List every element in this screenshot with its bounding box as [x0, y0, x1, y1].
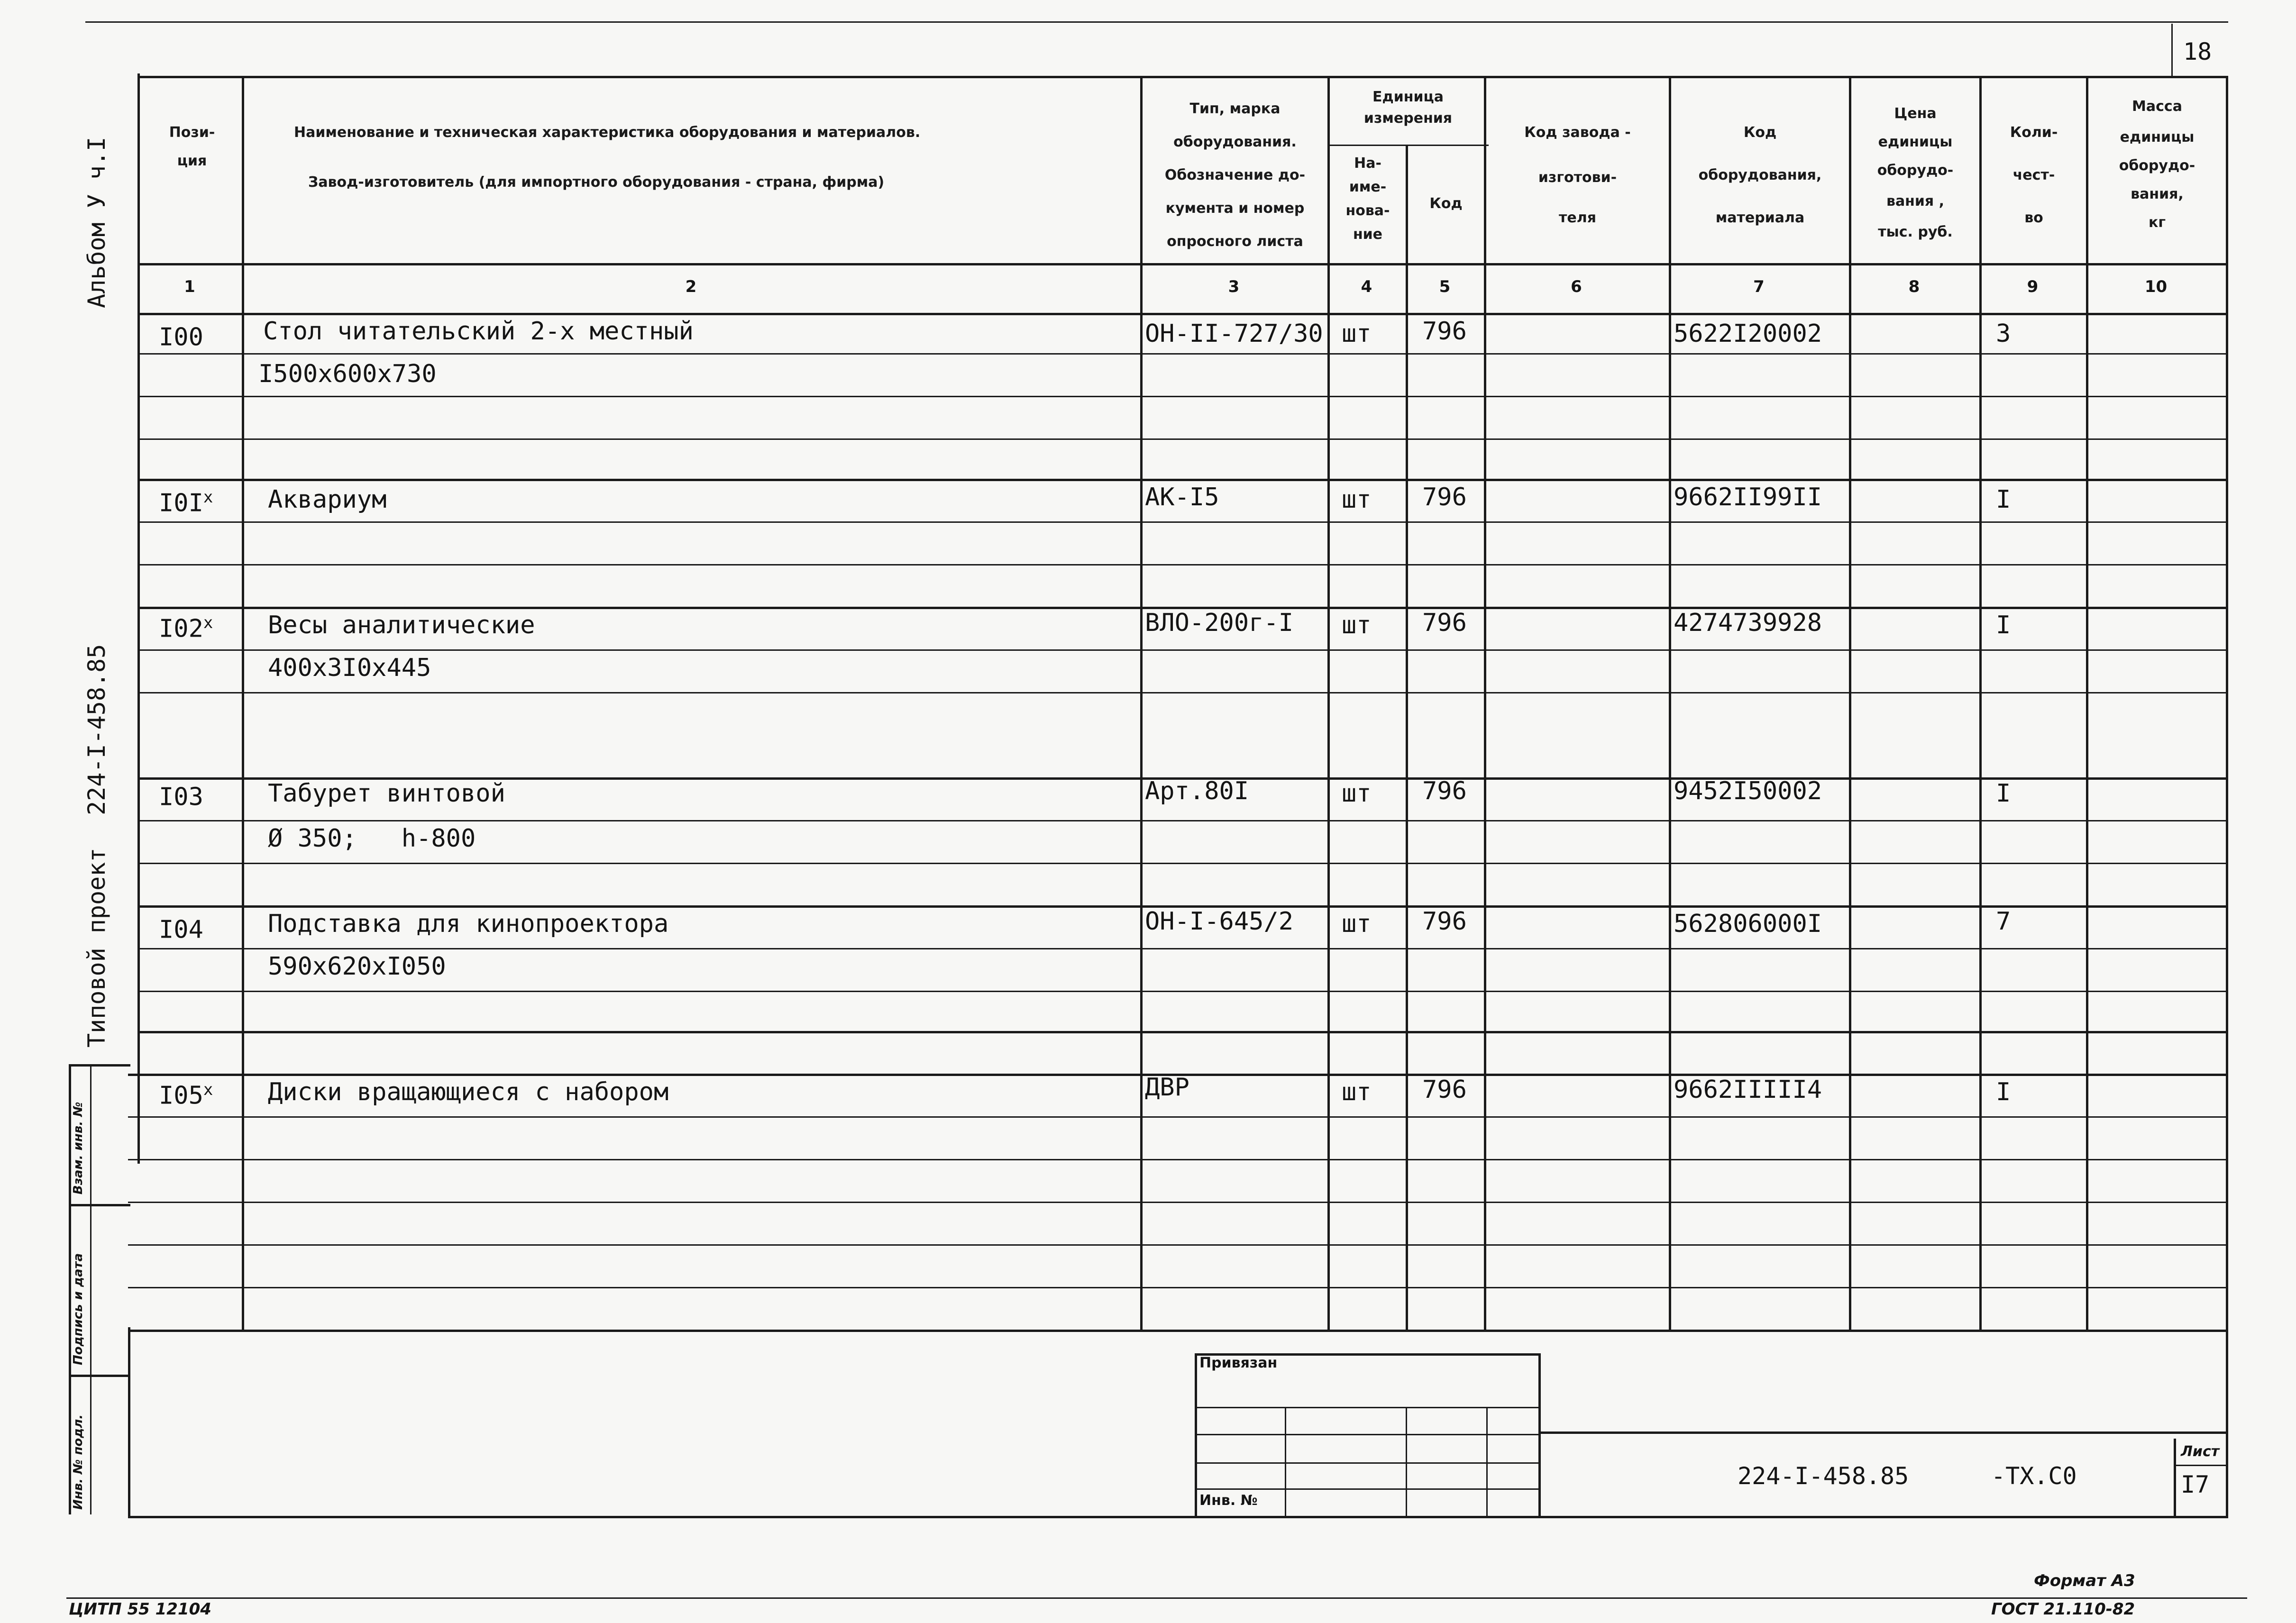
sheet-label: Лист — [2181, 1443, 2220, 1460]
header-mass-2: единицы — [2120, 129, 2195, 146]
row-line — [128, 1202, 2228, 1203]
header-price-5: тыс. руб. — [1878, 224, 1953, 240]
sheet-number-divider — [2171, 24, 2173, 76]
frame-bottom — [128, 1516, 2228, 1518]
header-equipment-3: материала — [1715, 210, 1805, 226]
column-number: 8 — [1908, 277, 1920, 296]
row-unit-code: 796 — [1422, 609, 1467, 637]
header-type-4: кумента и номер — [1165, 200, 1305, 217]
row-name: Подставка для кинопроектора — [268, 910, 669, 938]
header-mass-1: Масса — [2132, 98, 2182, 115]
row-unit: шт — [1342, 485, 1372, 514]
header-top-line — [137, 76, 2228, 78]
sheet-number: I7 — [2181, 1471, 2210, 1498]
row-type: АК-I5 — [1145, 483, 1219, 511]
row-name: Табурет винтовой — [268, 779, 505, 808]
header-position: Пози- ция — [169, 124, 215, 169]
row-line — [137, 863, 2228, 864]
stamp-row-line — [1195, 1488, 1541, 1490]
header-unit-group-2: измерения — [1363, 110, 1453, 127]
footer-gost: ГОСТ 21.110-82 — [1991, 1600, 2135, 1619]
header-unit-code: Код — [1429, 195, 1463, 212]
row-line — [128, 1244, 2228, 1246]
column-number: 7 — [1753, 277, 1765, 296]
header-mass-4: вания, — [2131, 186, 2184, 202]
document-suffix: -ТХ.С0 — [1991, 1462, 2077, 1490]
column-number: 9 — [2027, 277, 2039, 296]
row-equipment-code: 562806000I — [1674, 910, 1822, 938]
header-qty-1: Коли- — [2010, 124, 2058, 141]
margin-sep-3 — [69, 1375, 130, 1377]
top-rule — [85, 21, 2228, 23]
row-unit: шт — [1342, 611, 1372, 639]
header-type-2: оборудования. — [1173, 134, 1297, 150]
row-line — [128, 1159, 2228, 1160]
header-unit-name: На- име- нова- ние — [1345, 155, 1390, 243]
header-mass-5: кг — [2148, 214, 2166, 231]
side-project-type: Типовой проект — [83, 848, 110, 1048]
row-line — [137, 692, 2228, 693]
row-name-2: I500х600х730 — [258, 360, 437, 388]
sheet-box-left — [2174, 1439, 2176, 1517]
row-position: I04 — [159, 915, 203, 944]
row-quantity: I — [1996, 1078, 2011, 1106]
header-price-4: вания , — [1886, 193, 1945, 210]
header-price-1: Цена — [1894, 105, 1937, 122]
stamp-row-line — [1195, 1434, 1541, 1435]
row-quantity: I — [1996, 779, 2011, 808]
row-quantity: 7 — [1996, 907, 2011, 936]
stamp-inv-no: Инв. № — [1199, 1492, 1258, 1509]
row-unit: шт — [1342, 910, 1372, 938]
row-name-2: Ø 350; h-800 — [268, 824, 476, 853]
row-type: ДВР — [1145, 1073, 1189, 1102]
row-quantity: 3 — [1996, 319, 2011, 348]
column-number: 4 — [1361, 277, 1372, 296]
row-line — [128, 1287, 2228, 1288]
row-name: Весы аналитические — [268, 611, 535, 639]
margin-inner-line — [90, 1064, 91, 1514]
header-qty-3: во — [2024, 210, 2043, 226]
column-number: 3 — [1228, 277, 1240, 296]
unit-subheader-line — [1327, 145, 1489, 146]
row-equipment-code: 5622I20002 — [1674, 319, 1822, 348]
column-number: 2 — [685, 277, 697, 296]
row-position: $I0I^х$ — [159, 488, 213, 518]
side-signature-date: Подпись и дата — [71, 1253, 85, 1365]
side-project-code: 224-I-458.85 — [83, 644, 110, 815]
row-type: ВЛО-200г-I — [1145, 609, 1294, 637]
row-unit-code: 796 — [1422, 1076, 1467, 1104]
side-inv-podl: Инв. № подл. — [71, 1414, 85, 1510]
top-sheet-number: 18 — [2183, 38, 2212, 65]
row-unit-code: 796 — [1422, 483, 1467, 511]
header-manufacturer-3: теля — [1559, 210, 1596, 226]
header-price-2: единицы — [1878, 134, 1953, 150]
row-position: $I05^х$ — [159, 1080, 213, 1110]
row-name: Аквариум — [268, 485, 387, 514]
margin-sep-1 — [69, 1064, 130, 1067]
footer-print-code: ЦИТП 55 12104 — [69, 1600, 211, 1619]
row-line — [137, 438, 2228, 440]
row-unit-code: 796 — [1422, 317, 1467, 346]
table-bottom-line — [128, 1330, 2228, 1332]
header-manufacturer-2: изготови- — [1538, 169, 1617, 186]
header-equipment-2: оборудования, — [1698, 167, 1822, 183]
frame-left — [137, 73, 140, 1164]
stamp-col-line — [1285, 1407, 1286, 1516]
column-number: 5 — [1439, 277, 1451, 296]
row-equipment-code: 4274739928 — [1674, 609, 1822, 637]
column-number: 6 — [1571, 277, 1582, 296]
row-name-2: 590х620хI050 — [268, 952, 446, 981]
header-equipment-1: Код — [1743, 124, 1777, 141]
row-equipment-code: 9662II99II — [1674, 483, 1822, 511]
row-type: ОН-I-645/2 — [1145, 907, 1294, 936]
row-unit: шт — [1342, 1078, 1372, 1106]
row-equipment-code: 9662IIIII4 — [1674, 1076, 1822, 1104]
side-inv-vzam: Взам. инв. № — [71, 1102, 85, 1194]
row-type: Арт.80I — [1145, 777, 1249, 805]
row-line — [137, 396, 2228, 397]
stamp-privyazan: Привязан — [1199, 1355, 1278, 1371]
row-line — [128, 1116, 2228, 1118]
header-type-3: Обозначение до- — [1164, 167, 1306, 183]
header-price-3: оборудо- — [1877, 162, 1954, 179]
column-number: 10 — [2144, 277, 2168, 296]
row-unit-code: 796 — [1422, 907, 1467, 936]
header-mass-3: оборудо- — [2119, 157, 2195, 174]
header-name-line2: Завод-изготовитель (для импортного оборудования - страна, фирма) — [308, 174, 885, 191]
row-position: I00 — [159, 323, 203, 352]
frame-right — [2226, 76, 2228, 1517]
stamp-row-line — [1195, 1407, 1541, 1408]
document-code: 224-I-458.85 — [1738, 1462, 1909, 1490]
row-name: Стол читательский 2-х местный — [263, 317, 694, 346]
header-name-line1: Наименование и техническая характеристика оборудования и материалов. — [294, 124, 921, 141]
stamp-row-line — [1195, 1462, 1541, 1464]
row-line — [137, 991, 2228, 992]
row-equipment-code: 9452I50002 — [1674, 777, 1822, 805]
frame-left-lower — [128, 1327, 130, 1517]
row-unit: шт — [1342, 319, 1372, 348]
row-name-2: 400х3I0х445 — [268, 654, 431, 682]
header-type-1: Тип, марка — [1189, 100, 1281, 117]
row-line — [137, 948, 2228, 949]
row-type: ОН-II-727/30 — [1145, 319, 1323, 348]
header-qty-2: чест- — [2012, 167, 2055, 183]
row-line — [137, 564, 2228, 565]
column-number: 1 — [184, 277, 195, 296]
header-type-5: опросного листа — [1167, 233, 1303, 250]
row-name: Диски вращающиеся с набором — [268, 1078, 669, 1106]
row-unit: шт — [1342, 779, 1372, 808]
side-album: Альбом У ч.I — [83, 137, 110, 308]
row-line — [137, 1031, 2228, 1033]
row-quantity: I — [1996, 485, 2011, 514]
row-position: $I02^х$ — [159, 613, 213, 643]
header-unit-group-1: Единица — [1372, 89, 1444, 105]
margin-sep-2 — [69, 1204, 130, 1206]
row-line — [137, 521, 2228, 523]
row-position: I03 — [159, 783, 203, 812]
row-unit-code: 796 — [1422, 777, 1467, 805]
footer-rule — [66, 1597, 2247, 1599]
stamp-col-line — [1406, 1407, 1407, 1516]
footer-format: Формат А3 — [2034, 1571, 2135, 1590]
row-quantity: I — [1996, 611, 2011, 639]
header-manufacturer-1: Код завода - — [1524, 124, 1631, 141]
title-block-top — [1538, 1432, 2228, 1434]
col-line-4 — [1406, 145, 1408, 1332]
row-line — [137, 649, 2228, 651]
stamp-col-line — [1486, 1407, 1488, 1516]
